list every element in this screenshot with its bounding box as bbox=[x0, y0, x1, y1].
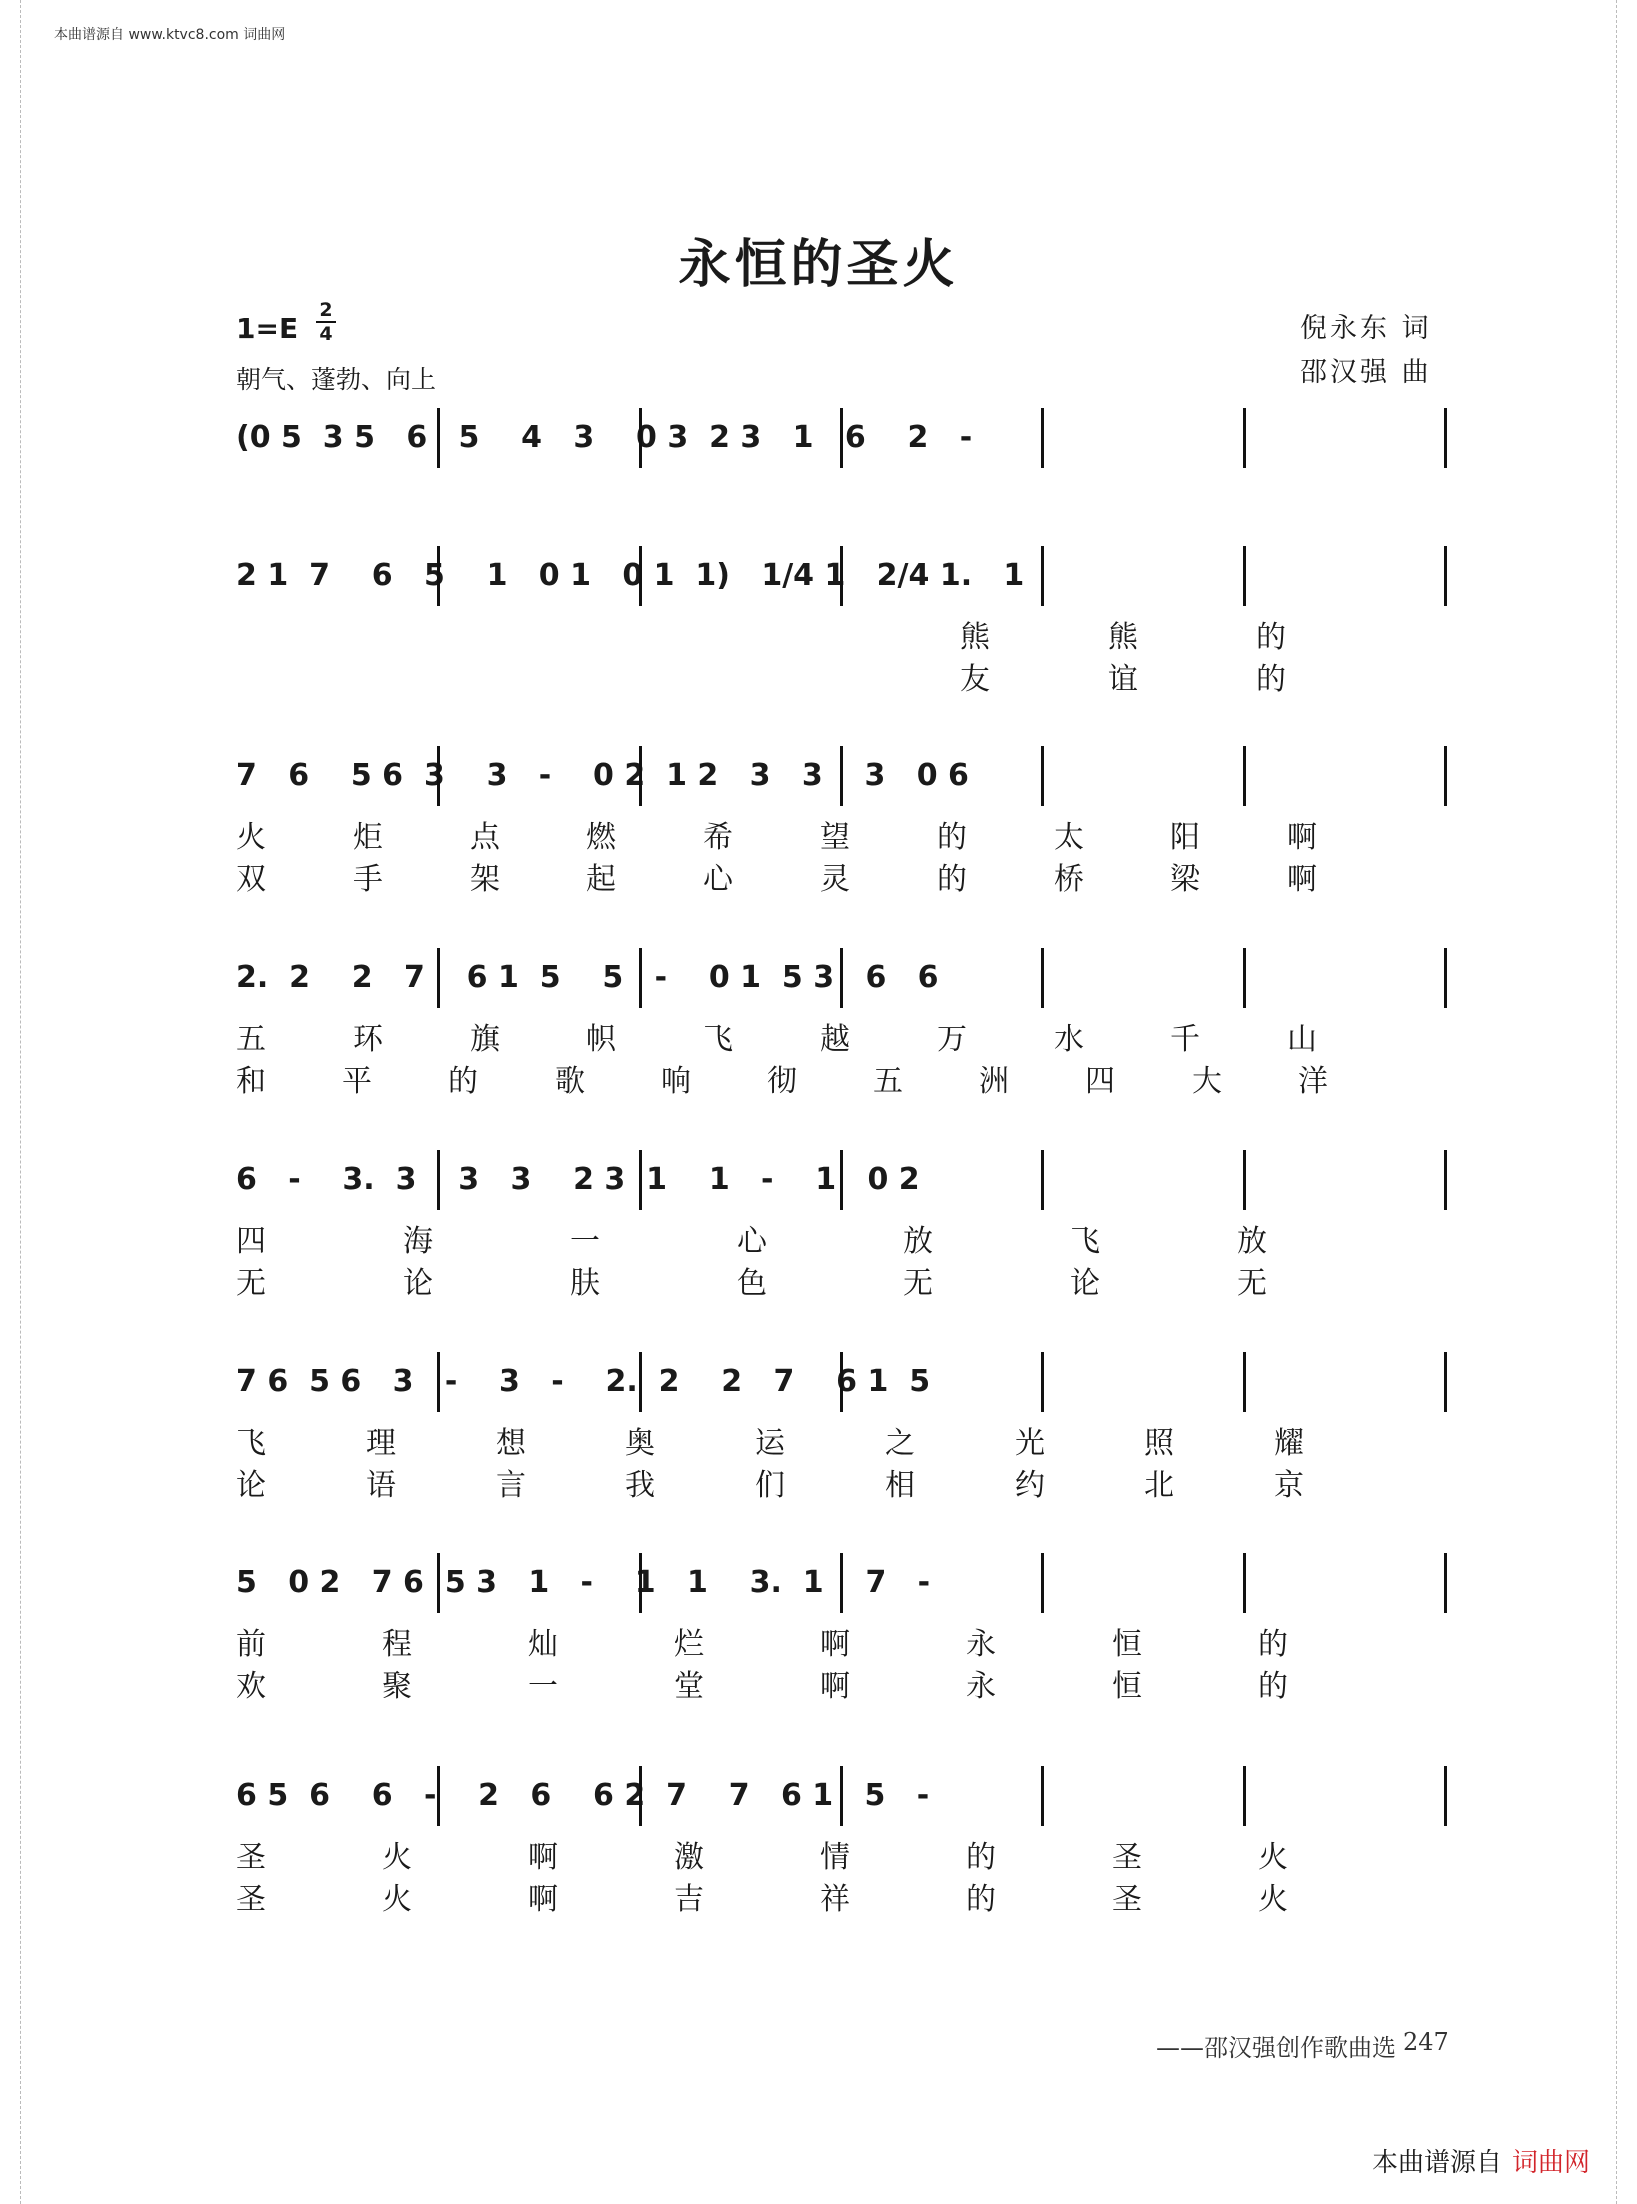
page-edge-right bbox=[1616, 0, 1617, 2204]
lyricist-credit: 倪永东 词 bbox=[1300, 313, 1432, 344]
lyric-syllable: 彻 bbox=[767, 1064, 797, 1099]
lyric-syllable: 点 bbox=[470, 820, 500, 855]
notation-line: 7 6 5 6 3 3 - 0 2 1 2 3 3 3 0 6 bbox=[236, 758, 990, 793]
barline bbox=[1041, 408, 1044, 468]
barline bbox=[1444, 1352, 1447, 1412]
lyric-syllable: 无 bbox=[903, 1266, 933, 1301]
lyric-syllable: 堂 bbox=[674, 1669, 704, 1704]
lyric-syllable: 言 bbox=[496, 1468, 526, 1503]
lyric-syllable: 桥 bbox=[1054, 862, 1084, 897]
lyric-syllable: 之 bbox=[885, 1426, 915, 1461]
barline bbox=[639, 1766, 642, 1826]
lyric-syllable: 聚 bbox=[382, 1669, 412, 1704]
lyric-syllable: 圣 bbox=[1112, 1840, 1142, 1875]
lyric-syllable: 理 bbox=[366, 1426, 396, 1461]
score-system bbox=[236, 1352, 1444, 1412]
lyric-syllable: 五 bbox=[873, 1064, 903, 1099]
barline bbox=[639, 1553, 642, 1613]
barline bbox=[437, 1352, 440, 1412]
lyric-syllable: 响 bbox=[661, 1064, 691, 1099]
footer-watermark-prefix: 本曲谱源自 bbox=[1372, 2148, 1503, 2178]
page-edge-left bbox=[20, 0, 21, 2204]
barline bbox=[1444, 1766, 1447, 1826]
lyric-syllable: 心 bbox=[703, 862, 733, 897]
barline bbox=[1041, 1553, 1044, 1613]
barline bbox=[1243, 408, 1246, 468]
lyric-syllable: 程 bbox=[382, 1627, 412, 1662]
lyric-syllable: 千 bbox=[1170, 1022, 1200, 1057]
barline bbox=[1444, 746, 1447, 806]
lyric-syllable: 和 bbox=[236, 1064, 266, 1099]
lyric-syllable: 四 bbox=[1085, 1064, 1115, 1099]
barline bbox=[1444, 546, 1447, 606]
barline bbox=[840, 948, 843, 1008]
composer-credit: 邵汉强 曲 bbox=[1300, 357, 1432, 388]
notation-line: 7 6 5 6 3 - 3 - 2. 2 2 7 6 1 5 bbox=[236, 1364, 962, 1399]
lyric-syllable: 色 bbox=[737, 1266, 767, 1301]
lyric-syllable: 水 bbox=[1054, 1022, 1084, 1057]
barline bbox=[1243, 1352, 1246, 1412]
lyric-syllable: 歌 bbox=[555, 1064, 585, 1099]
barline bbox=[437, 746, 440, 806]
lyric-syllable: 一 bbox=[570, 1224, 600, 1259]
lyric-syllable: 万 bbox=[937, 1022, 967, 1057]
lyric-syllable: 火 bbox=[236, 820, 266, 855]
lyric-syllable: 前 bbox=[236, 1627, 266, 1662]
lyric-syllable: 永 bbox=[966, 1627, 996, 1662]
barline bbox=[1243, 1553, 1246, 1613]
barline bbox=[437, 948, 440, 1008]
lyric-syllable: 圣 bbox=[236, 1840, 266, 1875]
lyric-syllable: 手 bbox=[353, 862, 383, 897]
notation-line: (0 5 3 5 6 5 4 3 0 3 2 3 1 6 2 - bbox=[236, 420, 1004, 455]
barline bbox=[1041, 1352, 1044, 1412]
lyric-syllable: 啊 bbox=[820, 1627, 850, 1662]
lyric-syllable: 啊 bbox=[528, 1882, 558, 1917]
lyric-syllable: 双 bbox=[236, 862, 266, 897]
score-system bbox=[236, 948, 1444, 1008]
time-signature-bottom: 4 bbox=[319, 323, 333, 345]
lyric-syllable: 放 bbox=[903, 1224, 933, 1259]
time-signature bbox=[316, 300, 336, 344]
barline bbox=[1243, 1150, 1246, 1210]
lyric-syllable: 耀 bbox=[1274, 1426, 1304, 1461]
notation-line: 6 5 6 6 - 2 6 6 2 7 7 6 1 5 - bbox=[236, 1778, 961, 1813]
barline bbox=[639, 546, 642, 606]
lyric-syllable: 平 bbox=[342, 1064, 372, 1099]
barline bbox=[1444, 1553, 1447, 1613]
lyric-syllable: 旗 bbox=[470, 1022, 500, 1057]
barline bbox=[639, 1150, 642, 1210]
lyric-syllable: 燃 bbox=[586, 820, 616, 855]
barline bbox=[1444, 408, 1447, 468]
lyric-syllable: 友 bbox=[960, 662, 990, 697]
lyric-syllable: 圣 bbox=[1112, 1882, 1142, 1917]
lyric-syllable: 圣 bbox=[236, 1882, 266, 1917]
lyric-syllable: 环 bbox=[353, 1022, 383, 1057]
lyric-syllable: 大 bbox=[1192, 1064, 1222, 1099]
lyric-syllable: 光 bbox=[1015, 1426, 1045, 1461]
lyric-syllable: 飞 bbox=[703, 1022, 733, 1057]
notation-line: 2. 2 2 7 6 1 5 5 - 0 1 5 3 6 6 bbox=[236, 960, 970, 995]
footer-watermark bbox=[1372, 2142, 1590, 2179]
barline bbox=[639, 1352, 642, 1412]
lyric-syllable: 熊 bbox=[960, 620, 990, 655]
lyric-syllable: 熊 bbox=[1108, 620, 1138, 655]
lyric-syllable: 论 bbox=[236, 1468, 266, 1503]
barline bbox=[437, 1766, 440, 1826]
barline bbox=[1243, 546, 1246, 606]
lyric-syllable: 心 bbox=[737, 1224, 767, 1259]
lyric-syllable: 的 bbox=[937, 862, 967, 897]
barline bbox=[437, 408, 440, 468]
lyric-syllable: 祥 bbox=[820, 1882, 850, 1917]
lyric-syllable: 的 bbox=[448, 1064, 478, 1099]
notation-line: 5 0 2 7 6 5 3 1 - 1 1 3. 1 7 - bbox=[236, 1565, 962, 1600]
key-signature: 1=E bbox=[236, 312, 299, 345]
song-title: 永恒的圣火 bbox=[678, 234, 959, 295]
barline bbox=[840, 1150, 843, 1210]
barline bbox=[1444, 948, 1447, 1008]
lyric-syllable: 啊 bbox=[1287, 862, 1317, 897]
lyric-syllable: 帜 bbox=[586, 1022, 616, 1057]
lyric-syllable: 吉 bbox=[674, 1882, 704, 1917]
barline bbox=[840, 746, 843, 806]
lyric-syllable: 论 bbox=[1070, 1266, 1100, 1301]
score-system bbox=[236, 546, 1444, 606]
lyric-syllable: 约 bbox=[1015, 1468, 1045, 1503]
lyric-syllable: 飞 bbox=[236, 1426, 266, 1461]
barline bbox=[1243, 1766, 1246, 1826]
barline bbox=[1041, 746, 1044, 806]
lyric-syllable: 山 bbox=[1287, 1022, 1317, 1057]
time-signature-top: 2 bbox=[319, 299, 333, 321]
lyric-syllable: 们 bbox=[755, 1468, 785, 1503]
lyric-syllable: 五 bbox=[236, 1022, 266, 1057]
lyric-syllable: 奥 bbox=[625, 1426, 655, 1461]
lyric-syllable: 谊 bbox=[1108, 662, 1138, 697]
lyric-syllable: 架 bbox=[470, 862, 500, 897]
score-system bbox=[236, 1766, 1444, 1826]
lyric-syllable: 梁 bbox=[1170, 862, 1200, 897]
barline bbox=[1041, 1766, 1044, 1826]
lyric-syllable: 运 bbox=[755, 1426, 785, 1461]
footer-watermark-brand: 词曲网 bbox=[1512, 2148, 1591, 2178]
lyric-syllable: 四 bbox=[236, 1224, 266, 1259]
lyric-syllable: 飞 bbox=[1070, 1224, 1100, 1259]
lyric-syllable: 海 bbox=[403, 1224, 433, 1259]
barline bbox=[1243, 948, 1246, 1008]
lyric-syllable: 欢 bbox=[236, 1669, 266, 1704]
lyric-syllable: 京 bbox=[1274, 1468, 1304, 1503]
lyric-syllable: 的 bbox=[1258, 1627, 1288, 1662]
lyric-syllable: 火 bbox=[1258, 1840, 1288, 1875]
lyric-syllable: 恒 bbox=[1112, 1627, 1142, 1662]
barline bbox=[437, 1150, 440, 1210]
barline bbox=[840, 408, 843, 468]
lyric-syllable: 的 bbox=[966, 1882, 996, 1917]
barline bbox=[437, 546, 440, 606]
lyric-syllable: 火 bbox=[1258, 1882, 1288, 1917]
lyric-syllable: 炬 bbox=[353, 820, 383, 855]
lyric-syllable: 照 bbox=[1144, 1426, 1174, 1461]
lyric-syllable: 的 bbox=[937, 820, 967, 855]
barline bbox=[639, 948, 642, 1008]
lyric-syllable: 我 bbox=[625, 1468, 655, 1503]
lyric-syllable: 肤 bbox=[570, 1266, 600, 1301]
barline bbox=[1041, 546, 1044, 606]
lyric-syllable: 灿 bbox=[528, 1627, 558, 1662]
lyric-syllable: 相 bbox=[885, 1468, 915, 1503]
barline bbox=[1041, 948, 1044, 1008]
score-system bbox=[236, 1150, 1444, 1210]
barline bbox=[840, 1553, 843, 1613]
score-system bbox=[236, 408, 1444, 468]
lyric-syllable: 北 bbox=[1144, 1468, 1174, 1503]
lyric-syllable: 啊 bbox=[528, 1840, 558, 1875]
score-system bbox=[236, 746, 1444, 806]
lyric-syllable: 无 bbox=[236, 1266, 266, 1301]
lyric-syllable: 火 bbox=[382, 1882, 412, 1917]
lyric-syllable: 火 bbox=[382, 1840, 412, 1875]
barline bbox=[1243, 746, 1246, 806]
lyric-syllable: 一 bbox=[528, 1669, 558, 1704]
score-system bbox=[236, 1553, 1444, 1613]
barline bbox=[1444, 1150, 1447, 1210]
lyric-syllable: 越 bbox=[820, 1022, 850, 1057]
lyric-syllable: 的 bbox=[966, 1840, 996, 1875]
lyric-syllable: 激 bbox=[674, 1840, 704, 1875]
lyric-syllable: 的 bbox=[1258, 1669, 1288, 1704]
notation-line: 6 - 3. 3 3 3 2 3 1 1 - 1 0 2 bbox=[236, 1162, 941, 1197]
lyric-syllable: 灵 bbox=[820, 862, 850, 897]
notation-line: 2 1 7 6 5 1 0 1 0 1 1) 1/4 1 2/4 1. 1 bbox=[236, 558, 1046, 593]
lyric-syllable: 论 bbox=[403, 1266, 433, 1301]
barline bbox=[437, 1553, 440, 1613]
header-watermark: 本曲谱源自 www.ktvc8.com 词曲网 bbox=[54, 27, 286, 43]
book-caption: ——邵汉强创作歌曲选 bbox=[1156, 2034, 1396, 2062]
page-number: 247 bbox=[1403, 2028, 1449, 2056]
lyric-syllable: 啊 bbox=[820, 1669, 850, 1704]
lyric-syllable: 烂 bbox=[674, 1627, 704, 1662]
lyric-syllable: 的 bbox=[1256, 662, 1286, 697]
barline bbox=[840, 1352, 843, 1412]
lyric-syllable: 情 bbox=[820, 1840, 850, 1875]
lyric-syllable: 恒 bbox=[1112, 1669, 1142, 1704]
lyric-syllable: 永 bbox=[966, 1669, 996, 1704]
lyric-syllable: 阳 bbox=[1170, 820, 1200, 855]
lyric-syllable: 想 bbox=[496, 1426, 526, 1461]
lyric-syllable: 啊 bbox=[1287, 820, 1317, 855]
lyric-syllable: 起 bbox=[586, 862, 616, 897]
barline bbox=[639, 746, 642, 806]
barline bbox=[639, 408, 642, 468]
tempo-marking: 朝气、蓬勃、向上 bbox=[236, 365, 437, 394]
lyric-syllable: 无 bbox=[1237, 1266, 1267, 1301]
lyric-syllable: 放 bbox=[1237, 1224, 1267, 1259]
barline bbox=[1041, 1150, 1044, 1210]
lyric-syllable: 洋 bbox=[1298, 1064, 1328, 1099]
barline bbox=[840, 1766, 843, 1826]
lyric-syllable: 望 bbox=[820, 820, 850, 855]
lyric-syllable: 的 bbox=[1256, 620, 1286, 655]
barline bbox=[840, 546, 843, 606]
lyric-syllable: 语 bbox=[366, 1468, 396, 1503]
lyric-syllable: 希 bbox=[703, 820, 733, 855]
lyric-syllable: 洲 bbox=[979, 1064, 1009, 1099]
lyric-syllable: 太 bbox=[1054, 820, 1084, 855]
